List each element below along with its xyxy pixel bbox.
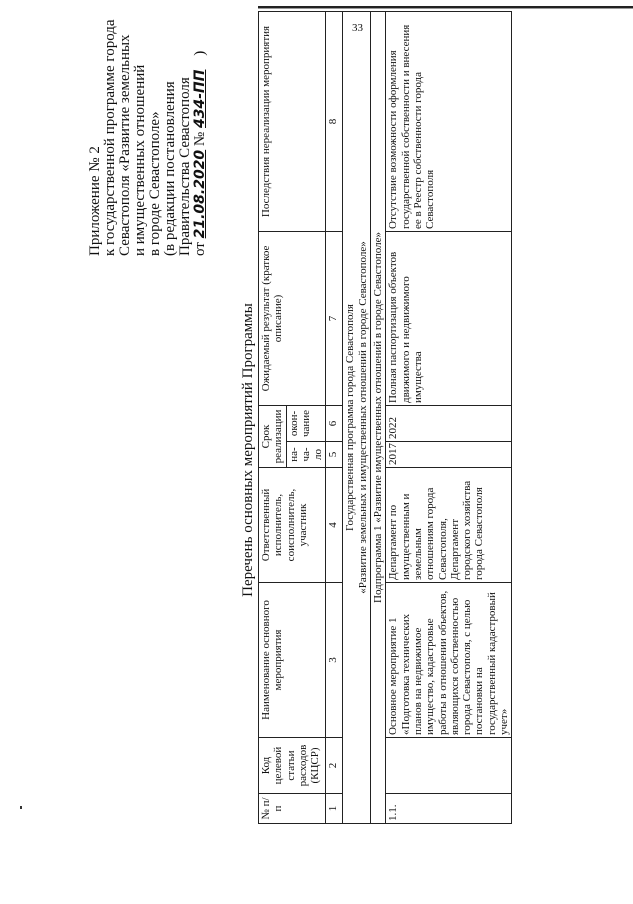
appendix-line: Правительства Севастополя — [177, 77, 193, 256]
column-number: 4 — [326, 468, 343, 583]
program-title: Государственная программа города Севастополя — [344, 304, 357, 531]
rotated-sheet — [0, 10, 620, 890]
header-term: Срок реализации — [259, 405, 287, 467]
program-subtitle: «Развитие земельных и имущественных отношений в городе Севастополе» — [356, 241, 369, 594]
header-responsible: Ответственный исполнитель, соисполнитель, участник — [259, 468, 326, 583]
handwritten-date: 21.08.2020 — [192, 149, 208, 239]
appendix-title: Приложение № 2 — [87, 146, 103, 256]
column-number: 2 — [326, 738, 343, 794]
subprogram-title: Подпрограмма 1 «Развитие имущественных отношений в городе Севастополе» — [371, 11, 386, 823]
header-term-start: на-ча-ло — [286, 442, 326, 468]
header-name: Наименование основного мероприятия — [259, 583, 326, 738]
closing-bracket: ) — [192, 50, 208, 56]
column-number: 6 — [326, 405, 343, 441]
subprogram-row — [371, 11, 386, 823]
row-end: 2022 — [386, 405, 512, 441]
program-title-cell — [343, 11, 371, 823]
column-number: 1 — [326, 794, 343, 824]
handwritten-number: 434-ПП — [192, 69, 208, 128]
measures-table — [258, 11, 512, 824]
column-numbers-row — [326, 11, 343, 823]
appendix-date-line — [193, 26, 208, 256]
appendix-line: (в редакции постановления — [162, 81, 178, 256]
appendix-line: к государственной программе города — [102, 19, 118, 256]
date-prefix: от — [192, 242, 208, 256]
row-code — [386, 738, 512, 794]
table-row — [386, 11, 512, 823]
column-number: 3 — [326, 583, 343, 738]
header-row — [259, 11, 287, 823]
row-result: Полная паспортизация объектов движимого и недвижимого имущества — [386, 231, 512, 405]
header-code: Код целевой статьи расходов (КЦСР) — [259, 738, 326, 794]
program-row — [343, 11, 371, 823]
scan-edge-line-shadow — [258, 8, 633, 9]
header-consequence: Последствия нереализации мероприятия — [259, 11, 326, 231]
column-number: 7 — [326, 231, 343, 405]
appendix-line: и имущественных отношений — [132, 64, 148, 256]
row-start: 2017 — [386, 442, 512, 468]
row-consequence: Отсутствие возможности оформления государственной собственности и внесения ее в Реестр собственности города Севастополя — [386, 11, 512, 231]
column-number: 8 — [326, 11, 343, 231]
page-number: 33 — [352, 22, 363, 34]
row-no: 1.1. — [386, 794, 512, 824]
row-responsible: Департамент по имущественным и земельным отношениям города Севастополя, Департамент городского хозяйства города Севастополя — [386, 468, 512, 583]
header-no: № п/п — [259, 794, 326, 824]
header-term-end: окон-чание — [286, 405, 326, 441]
appendix-line: Севастополя «Развитие земельных — [117, 34, 133, 256]
number-sign: № — [192, 131, 208, 147]
appendix-block — [87, 19, 208, 256]
header-result: Ожидаемый результат (краткое описание) — [259, 231, 326, 405]
table-title: Перечень основных мероприятий Программы — [240, 303, 256, 597]
column-number: 5 — [326, 442, 343, 468]
row-name: Основное мероприятие 1 «Подготовка технических планов на недвижимое имущество, кадастровые работы в отношении объектов, являющихся собственностью города Севастополя, с целью постановки на государственный кадастровый учет» — [386, 583, 512, 738]
appendix-line: в городе Севастополе» — [147, 111, 163, 256]
